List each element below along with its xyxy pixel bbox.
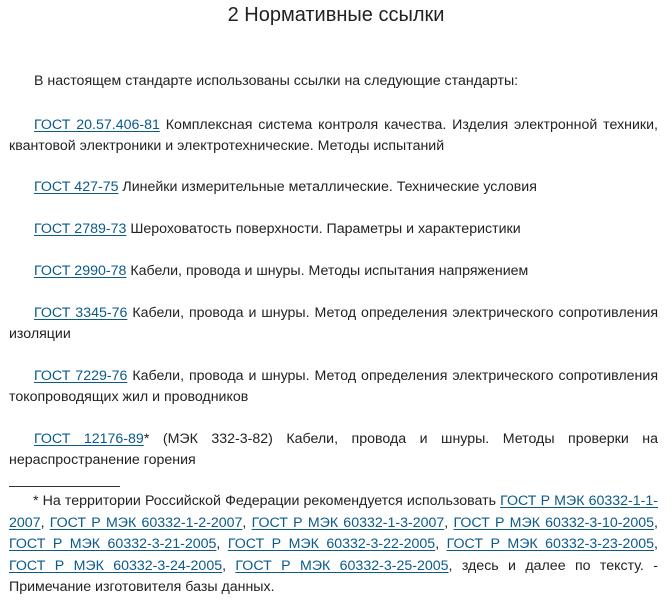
- footnote-divider: [9, 486, 120, 487]
- reference-link[interactable]: ГОСТ 2789-73: [34, 221, 127, 237]
- reference-description: Линейки измерительные металлические. Технические условия: [118, 179, 537, 195]
- footnote-separator: ,: [654, 514, 658, 531]
- footnote-link[interactable]: ГОСТ Р МЭК 60332-3-24-2005: [9, 557, 223, 574]
- reference-item: [9, 177, 658, 198]
- footnote-separator: ,: [242, 514, 252, 531]
- reference-link[interactable]: ГОСТ 2990-78: [34, 263, 127, 279]
- footnote-link[interactable]: ГОСТ Р МЭК 60332-1-3-2007: [251, 514, 445, 531]
- reference-link[interactable]: ГОСТ 3345-76: [34, 305, 128, 321]
- reference-item: [9, 115, 658, 157]
- footnote: [9, 491, 658, 599]
- reference-item: [9, 219, 658, 240]
- reference-item: [9, 366, 658, 408]
- reference-item: [9, 303, 658, 345]
- reference-link[interactable]: ГОСТ 20.57.406-81: [34, 117, 160, 133]
- footnote-link[interactable]: ГОСТ Р МЭК 60332-1-2-2007: [49, 514, 243, 531]
- footnote-separator: ,: [216, 536, 228, 552]
- footnote-separator: ,: [40, 514, 50, 531]
- footnote-link[interactable]: ГОСТ Р МЭК 60332-3-23-2005: [446, 536, 655, 552]
- section-title: 2 Нормативные ссылки: [227, 4, 445, 26]
- footnote-separator: ,: [222, 557, 236, 574]
- footnote-link[interactable]: ГОСТ Р МЭК 60332-1-1-2007: [9, 493, 658, 531]
- footnote-link[interactable]: ГОСТ Р МЭК 60332-3-10-2005: [453, 514, 655, 531]
- reference-description: Шероховатость поверхности. Параметры и характеристики: [126, 221, 521, 237]
- reference-description: * (МЭК 332-3-82) Кабели, провода и шнуры. Методы проверки на нераспространение горения: [9, 431, 658, 468]
- footnote-link[interactable]: ГОСТ Р МЭК 60332-3-22-2005: [227, 536, 436, 552]
- reference-link[interactable]: ГОСТ 7229-76: [34, 368, 128, 384]
- reference-item: [9, 261, 658, 282]
- reference-description: Кабели, провода и шнуры. Метод определения электрического сопротивления токопроводящих жил и проводников: [9, 368, 659, 405]
- footnote-separator: ,: [444, 514, 454, 531]
- reference-link[interactable]: ГОСТ 427-75: [34, 179, 119, 195]
- intro-paragraph: В настоящем стандарте использованы ссылки на следующие стандарты:: [34, 73, 519, 89]
- footnote-suffix: , здесь и далее по тексту. - Примечание изготовителя базы данных.: [9, 557, 658, 595]
- reference-description: Комплексная система контроля качества. Изделия электронной техники, квантовой электроники и электротехнические. Методы испытаний: [9, 117, 659, 154]
- reference-link[interactable]: ГОСТ 12176-89: [34, 431, 144, 447]
- reference-description: Кабели, провода и шнуры. Метод определения электрического сопротивления изоляции: [9, 305, 659, 342]
- reference-item: [9, 429, 658, 471]
- footnote-separator: ,: [435, 536, 447, 552]
- footnote-separator: ,: [654, 536, 658, 552]
- footnote-link[interactable]: ГОСТ Р МЭК 60332-3-25-2005: [235, 557, 449, 574]
- footnote-link[interactable]: ГОСТ Р МЭК 60332-3-21-2005: [9, 536, 217, 552]
- reference-description: Кабели, провода и шнуры. Методы испытания напряжением: [126, 263, 529, 279]
- footnote-prefix: * На территории Российской Федерации рекомендуется использовать: [33, 493, 501, 509]
